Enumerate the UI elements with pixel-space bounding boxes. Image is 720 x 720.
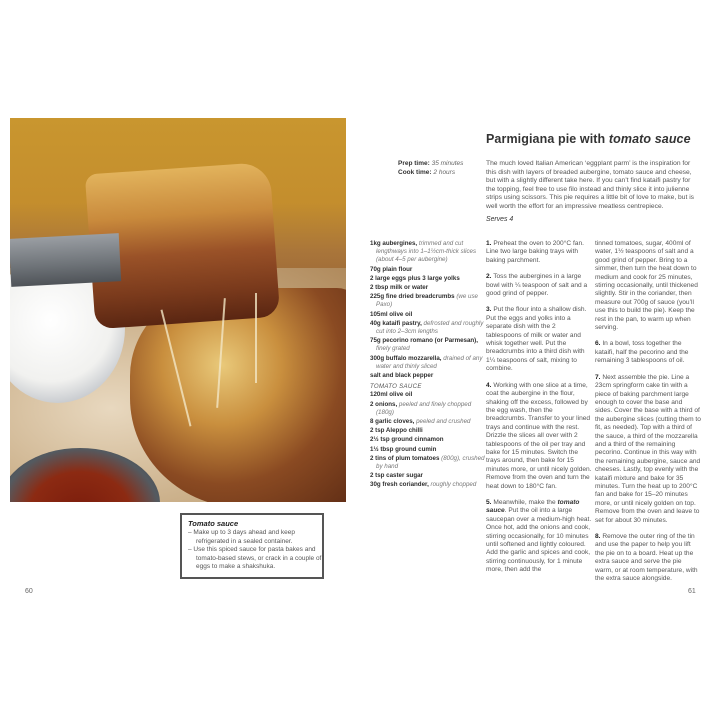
ingredient: 75g pecorino romano (or Parmesan), finely grated	[370, 337, 478, 353]
ingredient: 2 large eggs plus 3 large yolks	[370, 274, 460, 282]
sauce-ingredient: 2½ tsp ground cinnamon	[370, 436, 444, 444]
method-step: 4. Working with one slice at a time, coat the aubergine in the flour, shaking off the excess, followed by the egg wash, then the breadcrumbs. Transfer to your lined trays and continue with the rest. Drizzle the slices all over with 2 tablespoons of the oil per tray and bake for 15 minutes. Switch the trays around, then bake for 15 minutes more, or until nicely golden. Remove from the oven and turn the heat down to 180°C fan.	[486, 381, 592, 490]
method-column-2	[595, 240, 701, 591]
title-text: Parmigiana pie with	[486, 132, 609, 146]
recipe-title	[486, 132, 691, 146]
sauce-ingredient: 2 tsp caster sugar	[370, 472, 423, 480]
timings	[398, 160, 463, 177]
method-step: 2. Toss the aubergines in a large bowl with ¼ teaspoon of salt and a good grind of pepper.	[486, 273, 588, 298]
method-step: 5. Meanwhile, make the tomato sauce. Put the oil into a large saucepan over a medium-high heat. Once hot, add the onions and cook, stirring occasionally, for 10 minutes until softened and lightly coloured. Add the garlic and spices and cook, stirring continuously, for 1 minute more, then add the	[486, 498, 592, 574]
ingredients-list	[370, 240, 485, 491]
ingredient: 300g buffalo mozzarella, drained of any water and thinly sliced	[370, 354, 483, 370]
sauce-ingredient: 120ml olive oil	[370, 391, 413, 399]
tip-item: – Make up to 3 days ahead and keep refrigerated in a sealed container.	[188, 529, 295, 545]
cheese-strand	[255, 293, 257, 383]
ingredient: 225g fine dried breadcrumbs (we use Paxo)	[370, 293, 478, 309]
sauce-ingredient: 2 onions, peeled and finely chopped (180g)	[370, 400, 472, 416]
recipe-photo	[10, 118, 346, 502]
method-column-1	[486, 240, 592, 583]
method-step: tinned tomatoes, sugar, 400ml of water, 1½ teaspoons of salt and a good grind of pepper. Bring to a simmer, then turn the heat down to medium and cook for 25 minutes, stirring occasionally, until thickened slightly. Stir in the coriander, then measure out 700g of sauce (you’ll use this to build the pie). Keep the rest in the pan, to warm up when serving.	[595, 240, 698, 332]
ingredient: 1kg aubergines, trimmed and cut lengthways into 1–1½cm-thick slices (about 4–5 per aubergine)	[370, 240, 477, 264]
intro-paragraph: The much loved Italian American ‘eggplant parm’ is the inspiration for this dish with layers of breaded aubergine, tomato sauce and cheese, but with a slightly different take here. If you can’t find kataifi pastry for the topping, feel free to use filo instead and thinly slice it into julienne strips using scissors. This pie requires a little bit of love to make, but is well worth the effort for an impressive meatless centrepiece.	[486, 160, 695, 210]
tip-title: Tomato sauce	[188, 519, 239, 528]
method-step: 7. Next assemble the pie. Line a 23cm springform cake tin with a piece of baking parchment large enough to cover the base and sides. Cover the base with a third of the aubergine slices (cutting them to fit, as needed). Top with a third of the sauce, a third of the mozzarella and a third of the remaining pecorino. Continue in this way with the remaining aubergine, sauce and cheeses. Lastly, top evenly with the kataifi mixture and bake for 35 minutes. Turn the heat up to 200°C fan and bake for 15–20 minutes more, or until nicely golden on top. Remove from the oven and leave to set for about 30 minutes.	[595, 373, 701, 524]
ingredient: salt and black pepper	[370, 372, 434, 380]
page-number-right: 61	[688, 588, 696, 595]
ingredient: 70g plain flour	[370, 265, 413, 273]
tip-item: – Use this spiced sauce for pasta bakes and tomato-based stews, or crack in a couple of eggs to make a shakshuka.	[188, 546, 322, 571]
ingredient: 2 tbsp milk or water	[370, 284, 429, 292]
method-step: 1. Preheat the oven to 200°C fan. Line two large baking trays with baking parchment.	[486, 240, 584, 264]
cook-value: 2 hours	[433, 168, 456, 176]
method-step: 3. Put the flour into a shallow dish. Put the eggs and yolks into a separate dish with the 2 tablespoons of milk or water and whisk together well. Put the breadcrumbs into a third dish with 1¼ teaspoons of salt, mixing to combine.	[486, 306, 587, 373]
cook-label: Cook time:	[398, 168, 432, 176]
title-italic-text: tomato sauce	[608, 132, 691, 146]
server-image	[10, 233, 121, 287]
page-number-left: 60	[25, 588, 33, 595]
ingredient: 40g kataifi pastry, defrosted and roughly cut into 2–3cm lengths	[370, 319, 484, 336]
sauce-ingredient: 2 tins of plum tomatoes (800g), crushed by hand	[370, 454, 485, 471]
sauce-heading: TOMATO SAUCE	[370, 383, 422, 391]
serves: Serves 4	[486, 216, 514, 223]
sauce-ingredient: 30g fresh coriander, roughly chopped	[370, 481, 477, 489]
method-step: 6. In a bowl, toss together the kataifi, half the pecorino and the remaining 3 tablespoons of oil.	[595, 340, 689, 365]
ingredient: 105ml olive oil	[370, 310, 413, 318]
prep-label: Prep time:	[398, 160, 430, 167]
method-step: 8. Remove the outer ring of the tin and use the paper to help you lift the pie on to a board. Heat up the extra sauce and serve the pie warm, or at room temperature, with the extra sauce alongside.	[595, 533, 698, 583]
sauce-ingredient: 1½ tbsp ground cumin	[370, 445, 437, 453]
sauce-ingredient: 8 garlic cloves, peeled and crushed	[370, 418, 471, 426]
prep-value: 35 minutes	[431, 160, 464, 167]
tip-box	[180, 513, 324, 579]
sauce-ingredient: 2 tsp Aleppo chilli	[370, 427, 423, 435]
